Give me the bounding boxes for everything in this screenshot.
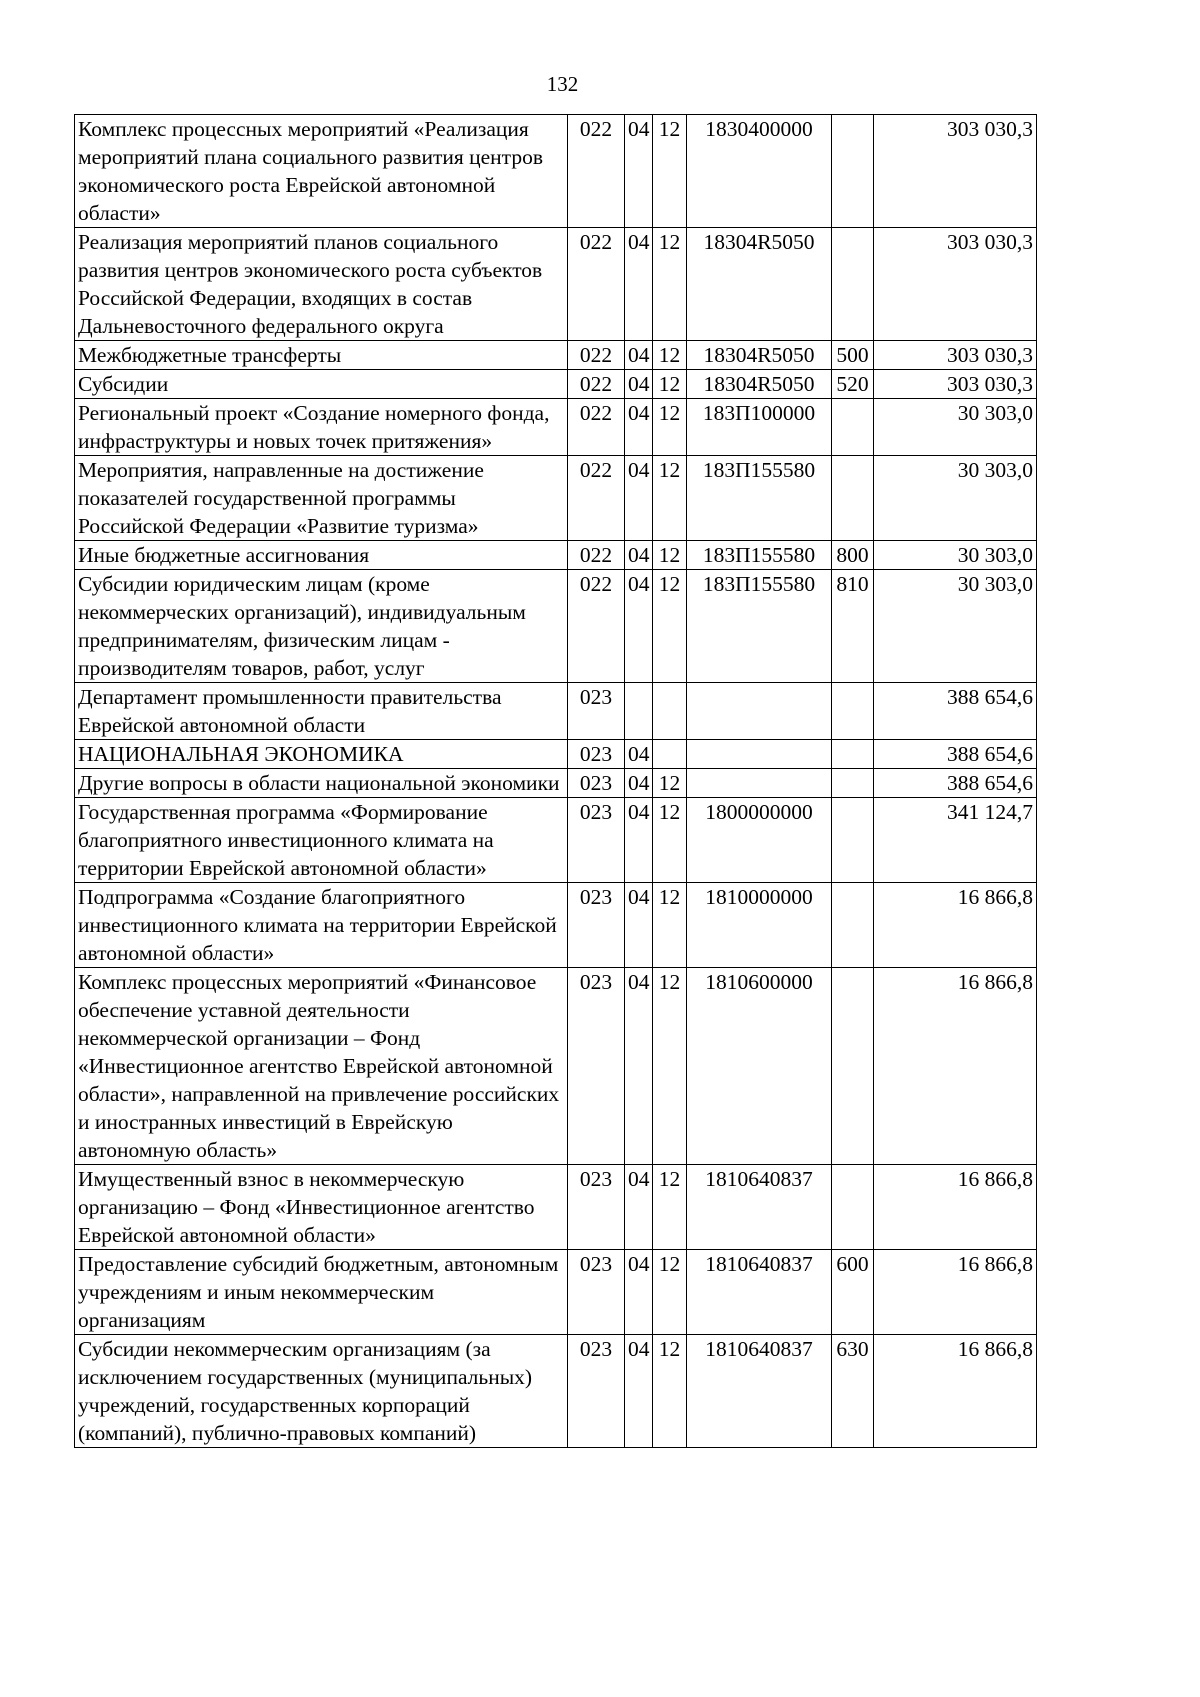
table-row <box>75 883 1037 968</box>
table-row <box>75 399 1037 456</box>
row-expense-type-code <box>832 115 874 228</box>
table-row <box>75 740 1037 769</box>
row-amount: 16 866,8 <box>874 1250 1037 1335</box>
row-section-code: 04 <box>625 399 653 456</box>
row-section-code: 04 <box>625 570 653 683</box>
row-amount: 388 654,6 <box>874 769 1037 798</box>
table-row <box>75 769 1037 798</box>
row-amount: 303 030,3 <box>874 370 1037 399</box>
table-row <box>75 456 1037 541</box>
row-amount: 30 303,0 <box>874 456 1037 541</box>
row-target-article-code <box>687 740 832 769</box>
row-name: Субсидии юридическим лицам (кроме некоммерческих организаций), индивидуальным предпринимателям, физическим лицам - производителям товаров, работ, услуг <box>75 570 568 683</box>
row-section-code: 04 <box>625 115 653 228</box>
row-grbs-code: 023 <box>568 968 625 1165</box>
row-target-article-code: 18304R5050 <box>687 228 832 341</box>
row-grbs-code: 022 <box>568 370 625 399</box>
row-expense-type-code <box>832 399 874 456</box>
row-target-article-code: 183П155580 <box>687 570 832 683</box>
row-grbs-code: 023 <box>568 769 625 798</box>
table-row <box>75 370 1037 399</box>
row-grbs-code: 023 <box>568 1165 625 1250</box>
row-name: Межбюджетные трансферты <box>75 341 568 370</box>
row-grbs-code: 022 <box>568 399 625 456</box>
row-name: Комплекс процессных мероприятий «Финансовое обеспечение уставной деятельности некоммерческой организации – Фонд «Инвестиционное агентство Еврейской автономной области», направленной на привлечение российских и иностранных инвестиций в Еврейскую автономную область» <box>75 968 568 1165</box>
table-row <box>75 1165 1037 1250</box>
row-section-code: 04 <box>625 341 653 370</box>
table-row <box>75 1250 1037 1335</box>
row-grbs-code: 022 <box>568 115 625 228</box>
row-section-code: 04 <box>625 370 653 399</box>
row-target-article-code: 1800000000 <box>687 798 832 883</box>
row-amount: 16 866,8 <box>874 968 1037 1165</box>
row-subsection-code: 12 <box>653 541 687 570</box>
row-expense-type-code <box>832 456 874 541</box>
table-row <box>75 683 1037 740</box>
row-section-code: 04 <box>625 740 653 769</box>
row-amount: 16 866,8 <box>874 1165 1037 1250</box>
row-expense-type-code: 500 <box>832 341 874 370</box>
row-expense-type-code <box>832 798 874 883</box>
row-grbs-code: 022 <box>568 570 625 683</box>
row-section-code: 04 <box>625 1335 653 1448</box>
row-expense-type-code: 800 <box>832 541 874 570</box>
row-grbs-code: 023 <box>568 1335 625 1448</box>
page-number: 132 <box>546 72 579 96</box>
row-expense-type-code <box>832 228 874 341</box>
row-name: Комплекс процессных мероприятий «Реализация мероприятий плана социального развития центров экономического роста Еврейской автономной области» <box>75 115 568 228</box>
row-expense-type-code <box>832 883 874 968</box>
row-target-article-code <box>687 769 832 798</box>
row-target-article-code <box>687 683 832 740</box>
row-section-code: 04 <box>625 968 653 1165</box>
row-target-article-code: 183П155580 <box>687 456 832 541</box>
row-name: Субсидии некоммерческим организациям (за исключением государственных (муниципальных) учреждений, государственных корпораций (компаний), публично-правовых компаний) <box>75 1335 568 1448</box>
row-subsection-code: 12 <box>653 1250 687 1335</box>
row-amount: 388 654,6 <box>874 740 1037 769</box>
row-section-code: 04 <box>625 228 653 341</box>
row-expense-type-code <box>832 769 874 798</box>
budget-table <box>74 114 1037 1448</box>
row-target-article-code: 1830400000 <box>687 115 832 228</box>
row-subsection-code: 12 <box>653 228 687 341</box>
row-grbs-code: 022 <box>568 456 625 541</box>
row-subsection-code: 12 <box>653 341 687 370</box>
row-section-code: 04 <box>625 883 653 968</box>
table-row <box>75 541 1037 570</box>
row-expense-type-code: 600 <box>832 1250 874 1335</box>
table-row <box>75 570 1037 683</box>
row-name: Государственная программа «Формирование благоприятного инвестиционного климата на территории Еврейской автономной области» <box>75 798 568 883</box>
row-amount: 16 866,8 <box>874 1335 1037 1448</box>
row-subsection-code: 12 <box>653 1165 687 1250</box>
row-subsection-code: 12 <box>653 456 687 541</box>
row-target-article-code: 1810600000 <box>687 968 832 1165</box>
row-section-code: 04 <box>625 1165 653 1250</box>
table-row <box>75 798 1037 883</box>
row-expense-type-code <box>832 968 874 1165</box>
row-target-article-code: 18304R5050 <box>687 370 832 399</box>
budget-table-body <box>75 115 1037 1448</box>
row-target-article-code: 1810640837 <box>687 1165 832 1250</box>
row-amount: 341 124,7 <box>874 798 1037 883</box>
table-row <box>75 1335 1037 1448</box>
table-row <box>75 228 1037 341</box>
row-subsection-code: 12 <box>653 883 687 968</box>
row-section-code: 04 <box>625 769 653 798</box>
table-row <box>75 115 1037 228</box>
row-section-code: 04 <box>625 456 653 541</box>
row-amount: 30 303,0 <box>874 399 1037 456</box>
row-grbs-code: 022 <box>568 541 625 570</box>
row-amount: 388 654,6 <box>874 683 1037 740</box>
row-expense-type-code <box>832 1165 874 1250</box>
row-expense-type-code: 520 <box>832 370 874 399</box>
row-amount: 30 303,0 <box>874 541 1037 570</box>
row-name: Реализация мероприятий планов социального развития центров экономического роста субъектов Российской Федерации, входящих в состав Дальневосточного федерального округа <box>75 228 568 341</box>
row-target-article-code: 1810000000 <box>687 883 832 968</box>
row-section-code: 04 <box>625 541 653 570</box>
row-expense-type-code <box>832 740 874 769</box>
row-section-code: 04 <box>625 798 653 883</box>
row-subsection-code: 12 <box>653 1335 687 1448</box>
row-amount: 16 866,8 <box>874 883 1037 968</box>
row-subsection-code: 12 <box>653 399 687 456</box>
row-target-article-code: 18304R5050 <box>687 341 832 370</box>
row-amount: 303 030,3 <box>874 115 1037 228</box>
row-subsection-code: 12 <box>653 570 687 683</box>
row-grbs-code: 023 <box>568 740 625 769</box>
row-subsection-code <box>653 683 687 740</box>
row-name: Другие вопросы в области национальной экономики <box>75 769 568 798</box>
row-name: Региональный проект «Создание номерного фонда, инфраструктуры и новых точек притяжения» <box>75 399 568 456</box>
row-subsection-code <box>653 740 687 769</box>
row-target-article-code: 183П100000 <box>687 399 832 456</box>
row-section-code: 04 <box>625 1250 653 1335</box>
row-subsection-code: 12 <box>653 370 687 399</box>
row-name: НАЦИОНАЛЬНАЯ ЭКОНОМИКА <box>75 740 568 769</box>
row-subsection-code: 12 <box>653 798 687 883</box>
table-row <box>75 968 1037 1165</box>
row-grbs-code: 022 <box>568 228 625 341</box>
row-section-code <box>625 683 653 740</box>
row-name: Подпрограмма «Создание благоприятного инвестиционного климата на территории Еврейской автономной области» <box>75 883 568 968</box>
row-subsection-code: 12 <box>653 968 687 1165</box>
table-row <box>75 341 1037 370</box>
row-target-article-code: 1810640837 <box>687 1250 832 1335</box>
row-expense-type-code <box>832 683 874 740</box>
row-name: Департамент промышленности правительства Еврейской автономной области <box>75 683 568 740</box>
row-target-article-code: 183П155580 <box>687 541 832 570</box>
row-subsection-code: 12 <box>653 115 687 228</box>
row-name: Субсидии <box>75 370 568 399</box>
row-name: Мероприятия, направленные на достижение показателей государственной программы Российской Федерации «Развитие туризма» <box>75 456 568 541</box>
row-expense-type-code: 630 <box>832 1335 874 1448</box>
row-grbs-code: 023 <box>568 1250 625 1335</box>
row-amount: 30 303,0 <box>874 570 1037 683</box>
row-target-article-code: 1810640837 <box>687 1335 832 1448</box>
row-name: Предоставление субсидий бюджетным, автономным учреждениям и иным некоммерческим организациям <box>75 1250 568 1335</box>
row-name: Имущественный взнос в некоммерческую организацию – Фонд «Инвестиционное агентство Еврейской автономной области» <box>75 1165 568 1250</box>
row-grbs-code: 023 <box>568 883 625 968</box>
row-name: Иные бюджетные ассигнования <box>75 541 568 570</box>
row-grbs-code: 023 <box>568 798 625 883</box>
row-grbs-code: 022 <box>568 341 625 370</box>
row-expense-type-code: 810 <box>832 570 874 683</box>
row-grbs-code: 023 <box>568 683 625 740</box>
row-amount: 303 030,3 <box>874 228 1037 341</box>
row-amount: 303 030,3 <box>874 341 1037 370</box>
row-subsection-code: 12 <box>653 769 687 798</box>
